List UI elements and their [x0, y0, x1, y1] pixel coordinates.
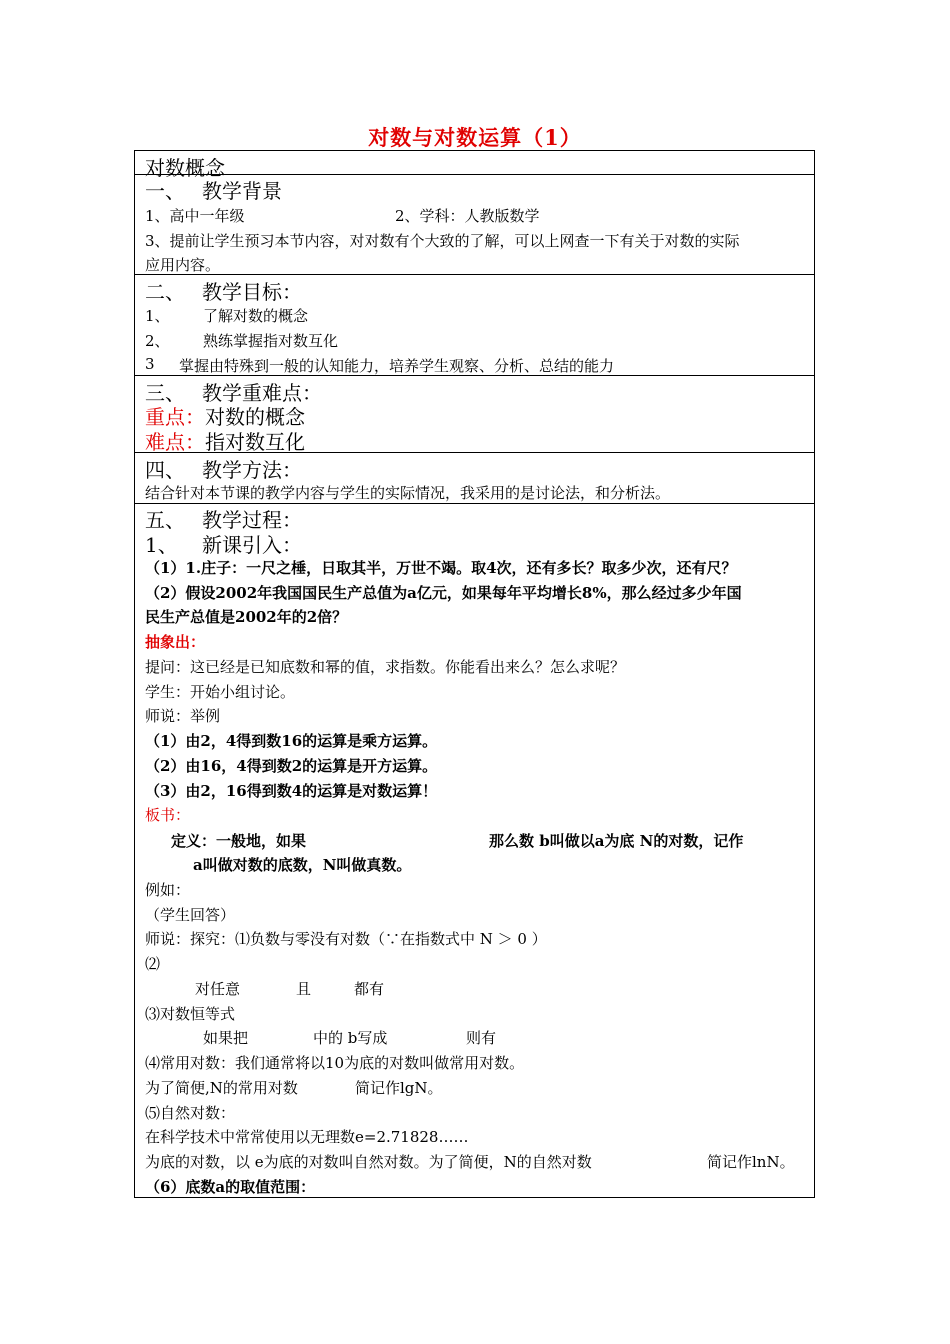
- point-5-line2: 为底的对数，以 e为底的对数叫自然对数。为了简便，N的自然对数: [145, 1153, 592, 1171]
- goals-heading-number: 二、: [145, 280, 185, 304]
- definition-middle: 那么数 b叫做以a为底 N的对数，记作: [489, 832, 744, 850]
- goal-1-number: 1、: [145, 307, 170, 325]
- point-3-if: 如果把: [203, 1029, 249, 1047]
- point-4-notation: 简记作lgN。: [355, 1079, 443, 1097]
- goals-heading: 教学目标：: [202, 280, 302, 304]
- student-answer: （学生回答）: [145, 906, 236, 924]
- teacher-text: 师说：举例: [145, 707, 221, 725]
- intro-heading: 新课引入：: [202, 533, 302, 557]
- example-1: （1）由2，4得到数16的运算是乘方运算。: [145, 732, 438, 750]
- definition-start: 定义：一般地，如果: [171, 832, 307, 850]
- method-heading-number: 四、: [145, 458, 185, 482]
- key-point-label: 重点：: [145, 405, 205, 429]
- example-2: （2）由16，4得到数2的运算是开方运算。: [145, 757, 438, 775]
- key-points-heading-number: 三、: [145, 381, 185, 405]
- point-3-replace: 中的 b写成: [313, 1029, 388, 1047]
- goal-1-text: 了解对数的概念: [203, 307, 309, 325]
- document-title: 对数与对数运算（1）: [368, 125, 582, 150]
- explore-text: 师说：探究：⑴负数与零没有对数（∵在指数式中 N ＞ 0 ）: [145, 930, 547, 948]
- point-4-heading: ⑷常用对数：我们通常将以10为底的对数叫做常用对数。: [145, 1054, 525, 1072]
- board-label: 板书：: [145, 806, 191, 824]
- difficult-point: [145, 426, 305, 455]
- point-6-heading: （6）底数a的取值范围：: [145, 1178, 316, 1196]
- difficult-point-text: 指对数互化: [205, 430, 305, 454]
- point-3-then: 则有: [466, 1029, 497, 1047]
- definition-end: a叫做对数的底数，N叫做真数。: [193, 856, 412, 874]
- point-5-heading: ⑸自然对数：: [145, 1104, 236, 1122]
- row-process: [135, 503, 814, 1198]
- abstract-label: 抽象出：: [145, 633, 206, 651]
- subject-text: 2、学科：人教版数学: [395, 207, 540, 225]
- row-goals: [135, 274, 814, 375]
- background-heading-number: 一、: [145, 179, 185, 203]
- goal-3-text: 掌握由特殊到一般的认知能力，培养学生观察、分析、总结的能力: [179, 357, 615, 375]
- row-concept: [135, 150, 814, 180]
- point-2-all: 都有: [354, 980, 385, 998]
- point-2-number: ⑵: [145, 955, 161, 973]
- example-label: 例如：: [145, 881, 191, 899]
- student-text: 学生：开始小组讨论。: [145, 683, 296, 701]
- row-background: [135, 174, 814, 273]
- goal-2-text: 熟练掌握指对数互化: [203, 332, 339, 350]
- goal-2-number: 2、: [145, 332, 170, 350]
- question-1: （1）1.庄子：一尺之棰，日取其半，万世不竭。取4次，还有多长？取多少次，还有尺？: [145, 559, 737, 577]
- ask-text: 提问：这已经是已知底数和幂的值，求指数。你能看出来么？怎么求呢？: [145, 658, 626, 676]
- method-heading: 教学方法：: [202, 458, 302, 482]
- row-method: [135, 452, 814, 504]
- concept-heading: 对数概念: [145, 156, 225, 180]
- row-key-points: [135, 375, 814, 452]
- key-point-text: 对数的概念: [205, 405, 305, 429]
- point-3-heading: ⑶对数恒等式: [145, 1005, 236, 1023]
- example-3: （3）由2，16得到数4的运算是对数运算！: [145, 782, 438, 800]
- key-points-heading: 教学重难点：: [202, 381, 322, 405]
- method-text: 结合针对本节课的教学内容与学生的实际情况，我采用的是讨论法，和分析法。: [145, 484, 671, 502]
- grade-text: 1、高中一年级: [145, 207, 245, 225]
- point-4-simplify: 为了简便,N的常用对数: [145, 1079, 298, 1097]
- goal-3-number: 3: [145, 355, 155, 373]
- process-heading-number: 五、: [145, 508, 185, 532]
- preparation-text-line1: 3、提前让学生预习本节内容，对对数有个大致的了解，可以上网查一下有关于对数的实际: [145, 232, 740, 250]
- background-heading: 教学背景: [202, 179, 282, 203]
- point-5-line1: 在科学技术中常常使用以无理数e=2.71828……: [145, 1128, 469, 1146]
- point-5-notation: 简记作lnN。: [707, 1153, 795, 1171]
- question-2-line2: 民生产总值是2002年的2倍？: [145, 608, 348, 626]
- question-2-line1: （2）假设2002年我国国民生产总值为a亿元，如果每年平均增长8%，那么经过多少年国: [145, 584, 742, 602]
- lesson-plan-table: [134, 150, 815, 1198]
- intro-heading-number: 1、: [145, 533, 178, 557]
- preparation-text-line2: 应用内容。: [145, 256, 221, 274]
- point-2-any: 对任意: [195, 980, 241, 998]
- point-2-and: 且: [296, 980, 312, 998]
- difficult-point-label: 难点：: [145, 430, 205, 454]
- process-heading: 教学过程：: [202, 508, 302, 532]
